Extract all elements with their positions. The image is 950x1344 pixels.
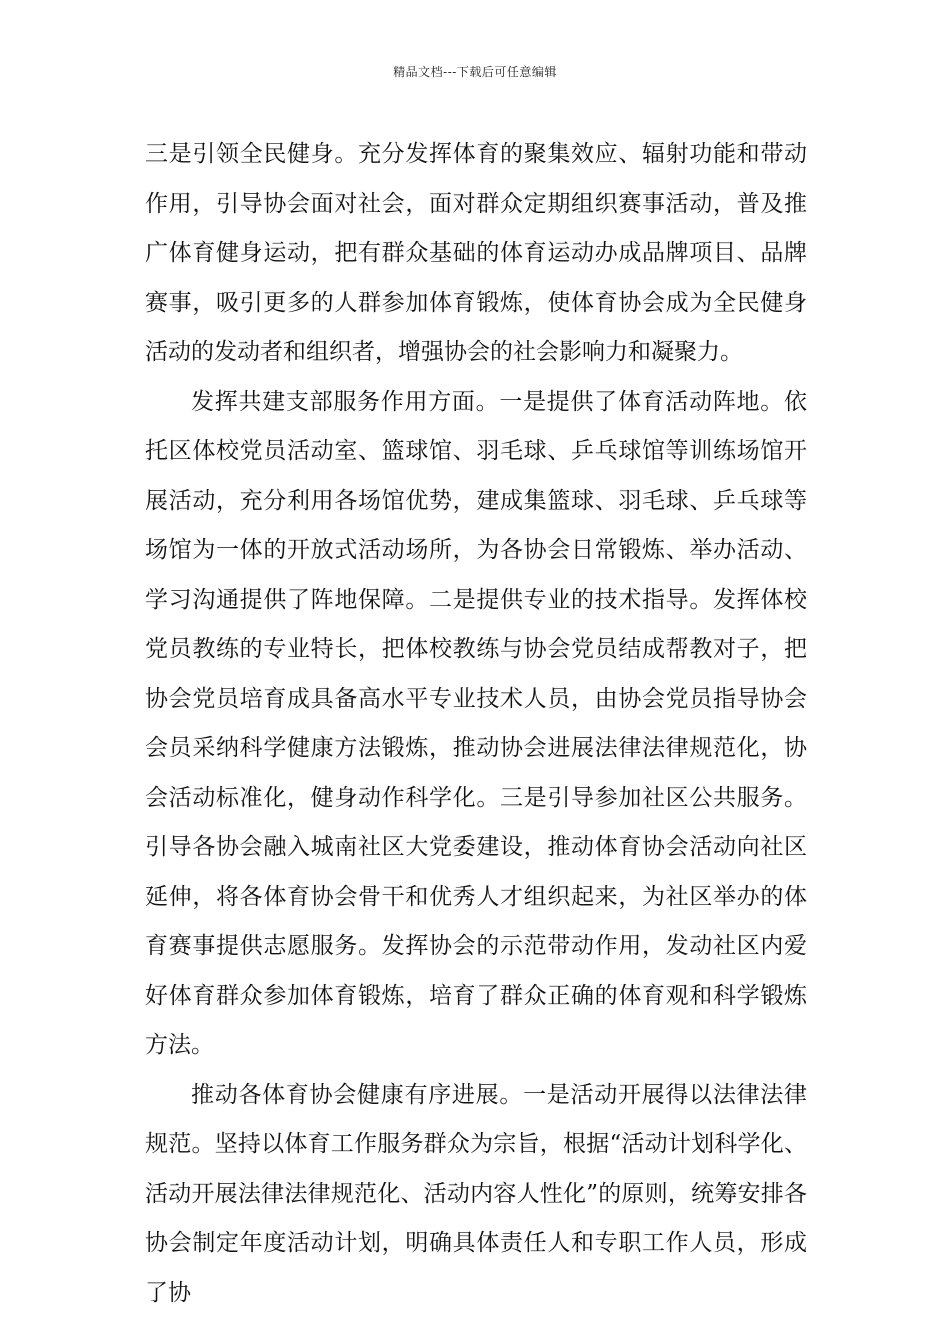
paragraph-party-branch: 发挥共建支部服务作用方面。一是提供了体育活动阵地。依托区体校党员活动室、篮球馆、羽毛球、乒乓球馆等训练场馆开展活动，充分利用各场馆优势，建成集篮球、羽毛球、乒乓球等场馆为一体的开放式活动场所，为各协会日常锻炼、举办活动、学习沟通提供了阵地保障。二是提供专业的技术指导。发挥体校党员教练的专业特长，把体校教练与协会党员结成帮教对子，把协会党员培育成具备高水平专业技术人员，由协会党员指导协会会员采纳科学健康方法锻炼，推动协会进展法律法律规范化，协会活动标准化，健身动作科学化。三是引导参加社区公共服务。引导各协会融入城南社区大党委建设，推动体育协会活动向社区延伸，将各体育协会骨干和优秀人才组织起来，为社区举办的体育赛事提供志愿服务。发挥协会的示范带动作用，发动社区内爱好体育群众参加体育锻炼，培育了群众正确的体育观和科学锻炼方法。	[145, 388, 807, 1058]
document-body	[145, 130, 807, 1318]
page-header: 精品文档---下载后可任意编辑	[393, 65, 557, 79]
paragraph-association-development: 推动各体育协会健康有序进展。一是活动开展得以法律法律规范。坚持以体育工作服务群众为宗旨，根据“活动计划科学化、活动开展法律法律规范化、活动内容人性化”的原则，统筹安排各协会制定年度活动计划，明确具体责任人和专职工作人员，形成了协	[145, 1081, 807, 1306]
paragraph-fitness: 三是引领全民健身。充分发挥体育的聚集效应、辐射功能和带动作用，引导协会面对社会，面对群众定期组织赛事活动，普及推广体育健身运动，把有群众基础的体育运动办成品牌项目、品牌赛事，吸引更多的人群参加体育锻炼，使体育协会成为全民健身活动的发动者和组织者，增强协会的社会影响力和凝聚力。	[145, 141, 807, 365]
